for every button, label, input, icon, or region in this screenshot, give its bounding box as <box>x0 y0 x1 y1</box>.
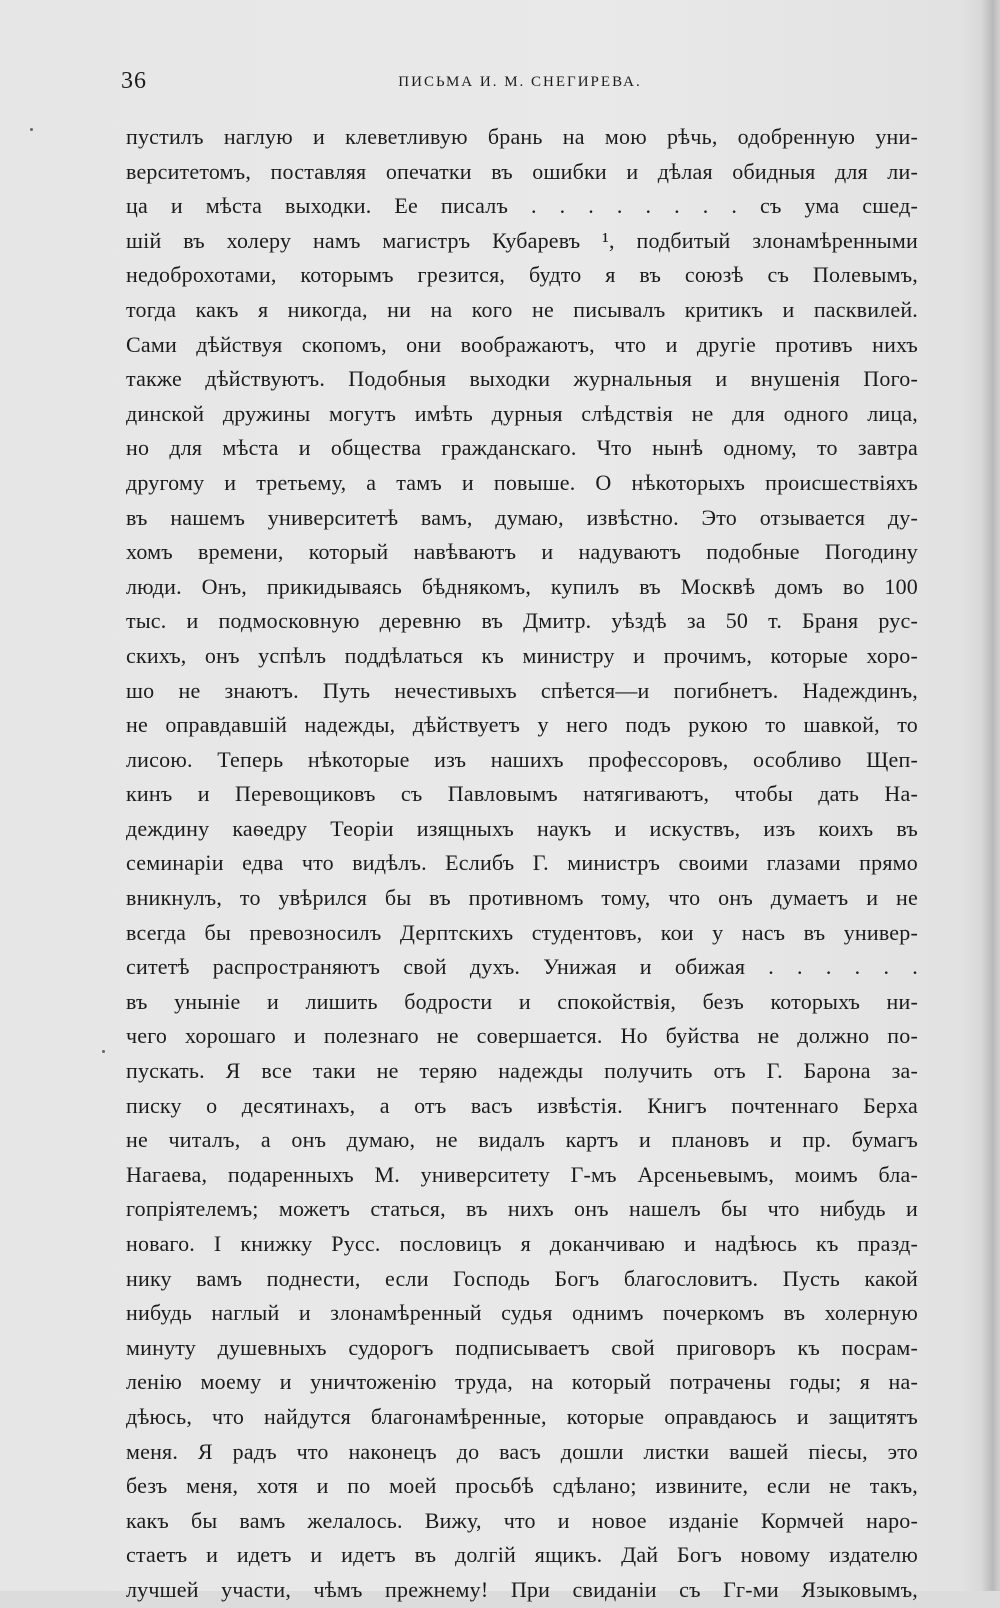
text-line: Нагаева, подаренныхъ М. университету Г-мъ Арсеньевымъ, моимъ бла- <box>126 1161 918 1187</box>
text-line: тыс. и подмосковную деревню въ Дмитр. уѣздѣ за 50 т. Браня рус- <box>126 608 918 634</box>
text-line: нибудь наглый и злонамѣренный судья однимъ почеркомъ въ холерную <box>126 1300 918 1326</box>
text-line: лучшей участи, чѣмъ прежнему! При свиданіи съ Гг-ми Языковымъ, <box>126 1576 918 1602</box>
text-line: въ нашемъ университетѣ вамъ, думаю, извѣстно. Это отзывается ду- <box>126 504 918 530</box>
text-line: какъ бы вамъ желалось. Вижу, что и новое изданіе Кормчей наро- <box>126 1507 918 1533</box>
text-line: верситетомъ, поставляя опечатки въ ошибки и дѣлая обидныя для ли- <box>126 158 918 184</box>
text-line: скихъ, онъ успѣлъ поддѣлаться къ министру и прочимъ, которые хоро- <box>126 642 918 668</box>
text-line: тогда какъ я никогда, ни на кого не писывалъ критикъ и пасквилей. <box>126 296 918 322</box>
text-line: семинаріи едва что видѣлъ. Еслибъ Г. министръ своими глазами прямо <box>126 850 918 876</box>
text-line: лисою. Теперь нѣкоторые изъ нашихъ профессоровъ, особливо Щеп- <box>126 746 918 772</box>
text-line: стаетъ и идетъ и идетъ въ долгій ящикъ. Дай Богъ новому издателю <box>126 1542 918 1568</box>
text-line: кинъ и Перевощиковъ съ Павловымъ натягиваютъ, чтобы дать На- <box>126 781 918 807</box>
paper-speck <box>30 128 33 131</box>
text-line: пускать. Я все таки не теряю надежды получить отъ Г. Барона за- <box>126 1058 918 1084</box>
text-line: пустилъ наглую и клеветливую брань на мою рѣчь, одобренную уни- <box>126 124 918 149</box>
page-header <box>121 68 919 98</box>
text-line: нику вамъ поднести, если Господь Богъ благословитъ. Пусть какой <box>126 1265 918 1291</box>
text-line: ленію моему и уничтоженію труда, на который потрачены годы; я на- <box>126 1369 918 1395</box>
running-title: ПИСЬМА И. М. СНЕГИРЕВА. <box>398 74 642 90</box>
text-line: динской дружины могутъ имѣть дурныя слѣдствія не для одного лица, <box>126 400 918 426</box>
text-line: не оправдавшій надежды, дѣйствуетъ у него подъ рукою то шавкой, то <box>126 712 918 738</box>
text-line: чего хорошаго и полезнаго не совершается. Но буйства не должно по- <box>126 1023 918 1049</box>
text-line: хомъ времени, который навѣваютъ и надуваютъ подобные Погодину <box>126 539 918 565</box>
text-line: ца и мѣста выходки. Ее писалъ . . . . . . . . съ ума сшед- <box>126 193 918 219</box>
text-line: деждину каѳедру Теоріи изящныхъ наукъ и искуствъ, изъ коихъ въ <box>126 815 918 841</box>
text-line: недоброхотами, которымъ грезится, будто я въ союзѣ съ Полевымъ, <box>126 262 918 288</box>
text-line: Сами дѣйствуя скопомъ, они воображаютъ, что и другіе противъ нихъ <box>126 331 918 357</box>
body-text <box>126 120 918 1608</box>
text-line: безъ меня, хотя и по моей просьбѣ сдѣлано; извините, если не такъ, <box>126 1473 918 1499</box>
text-line: также дѣйствуютъ. Подобныя выходки журнальныя и внушенія Пого- <box>126 366 918 392</box>
text-line: шо не знаютъ. Путь нечестивыхъ спѣется—и погибнетъ. Надеждинъ, <box>126 677 918 703</box>
text-line: писку о десятинахъ, а отъ васъ извѣстія. Книгъ почтеннаго Берха <box>126 1092 918 1118</box>
text-line: новаго. I книжку Русс. пословицъ я доканчиваю и надѣюсь къ празд- <box>126 1231 918 1256</box>
text-line: минуту душевныхъ судорогъ подписываетъ свой приговоръ къ посрам- <box>126 1334 918 1360</box>
text-line: другому и третьему, а тамъ и повыше. О нѣкоторыхъ происшествіяхъ <box>126 469 918 495</box>
text-line: въ уныніе и лишить бодрости и спокойствія, безъ которыхъ ни- <box>126 988 918 1014</box>
text-line: люди. Онъ, прикидываясь бѣднякомъ, купилъ въ Москвѣ домъ во 100 <box>126 573 918 599</box>
text-line: вникнулъ, то увѣрился бы въ противномъ тому, что онъ думаетъ и не <box>126 885 918 911</box>
text-line: ситетѣ распространяютъ свой духъ. Унижая и обижая . . . . . . <box>126 954 918 980</box>
text-line: гопріятелемъ; можетъ статься, въ нихъ онъ нашелъ бы что нибудь и <box>126 1196 918 1222</box>
text-line: дѣюсь, что найдутся благонамѣренные, которые оправдаюсь и защитятъ <box>126 1403 918 1429</box>
page-number: 36 <box>121 68 147 94</box>
text-line: всегда бы превозносилъ Дерптскихъ студентовъ, кои у насъ въ универ- <box>126 919 918 945</box>
binding-edge <box>982 0 1000 1591</box>
text-line: но для мѣста и общества гражданскаго. Что нынѣ одному, то завтра <box>126 435 918 461</box>
paper-speck <box>102 1050 105 1053</box>
text-line: меня. Я радъ что наконецъ до васъ дошли листки вашей піесы, это <box>126 1438 918 1464</box>
text-line: шій въ холеру намъ магистръ Кубаревъ ¹, подбитый злонамѣренными <box>126 227 918 253</box>
text-line: не читалъ, а онъ думаю, не видалъ картъ и плановъ и пр. бумагъ <box>126 1127 918 1153</box>
